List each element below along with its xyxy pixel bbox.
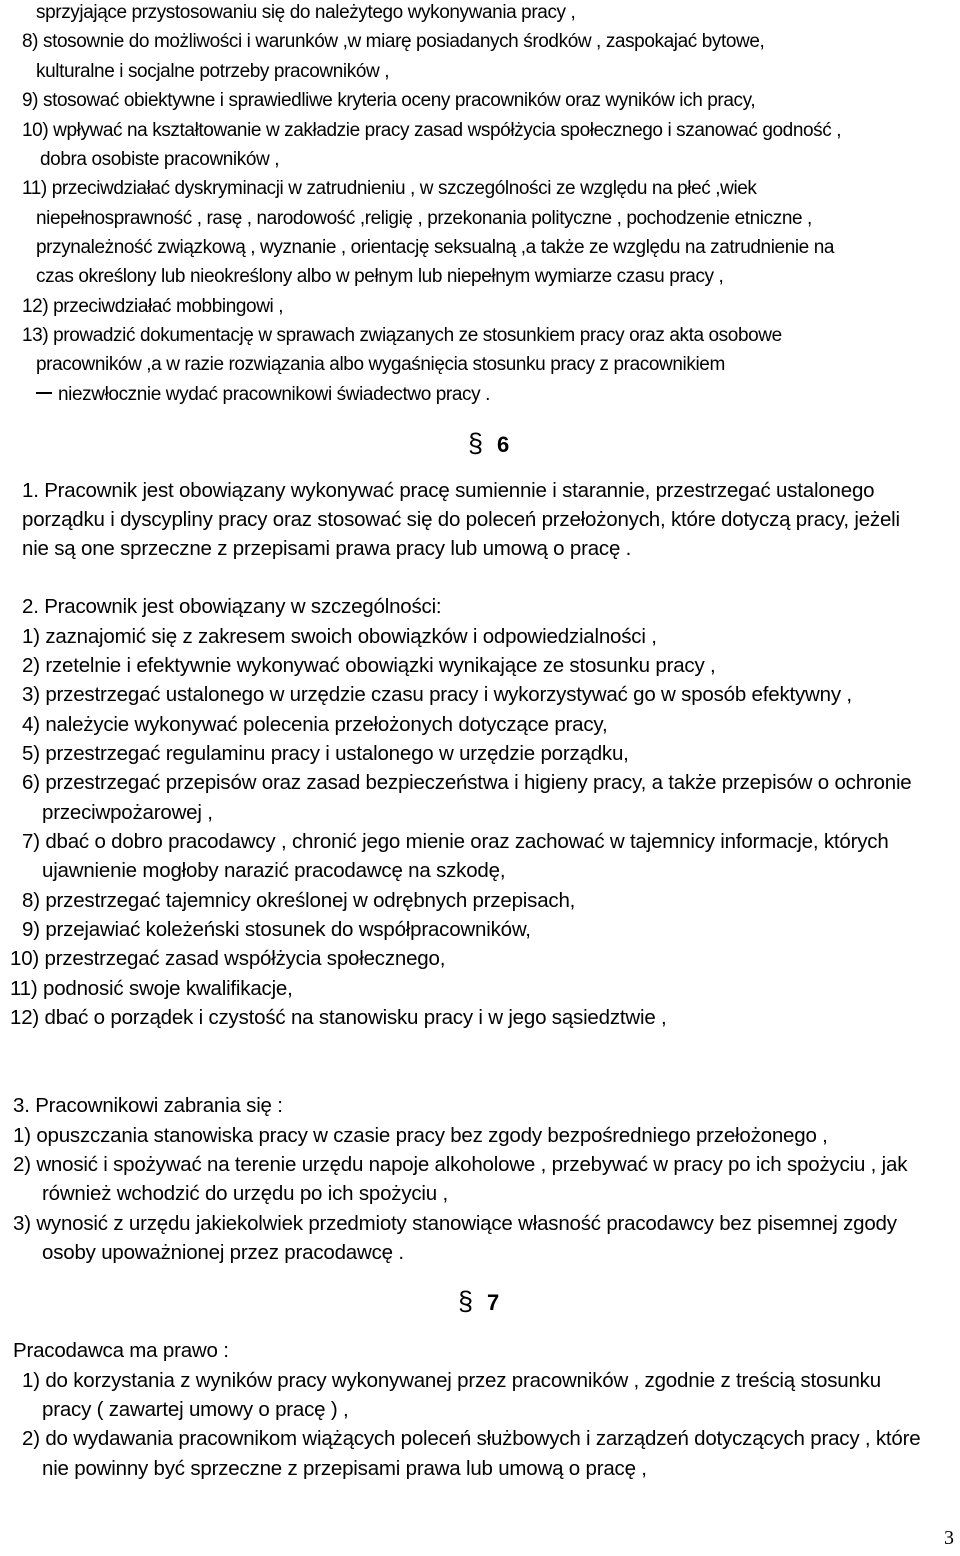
text-line: porządku i dyscypliny pracy oraz stosować się do poleceń przełożonych, które dotyczą pracy, jeżeli xyxy=(22,508,900,531)
list-item-10: 10) wpływać na kształtowanie w zakładzie pracy zasad współżycia społecznego i szanować godność , xyxy=(22,120,842,141)
page-number: 3 xyxy=(944,1527,954,1549)
list-item: 1) zaznajomić się z zakresem swoich obowiązków i odpowiedzialności , xyxy=(22,625,657,648)
list-item: 2) wnosić i spożywać na terenie urzędu napoje alkoholowe , przebywać w pracy po ich spożyciu , jak xyxy=(13,1153,908,1176)
list-item: 9) przejawiać koleżeński stosunek do współpracowników, xyxy=(22,918,531,941)
list-item: 3) wynosić z urzędu jakiekolwiek przedmioty stanowiące własność pracodawcy bez pisemnej zgody xyxy=(13,1212,897,1235)
text-line: również wchodzić do urzędu po ich spożyciu , xyxy=(42,1182,448,1205)
list-item-13: 13) prowadzić dokumentację w sprawach związanych ze stosunkiem pracy oraz akta osobowe xyxy=(22,325,782,346)
list-item-8: 8) stosownie do możliwości i warunków ,w miarę posiadanych środków , zaspokajać bytowe, xyxy=(22,31,765,52)
text-line: czas określony lub nieokreślony albo w pełnym lub niepełnym wymiarze czasu pracy , xyxy=(36,266,724,287)
text-line: Pracodawca ma prawo : xyxy=(13,1339,229,1362)
text-line: dobra osobiste pracowników , xyxy=(40,149,280,170)
text-line: 1. Pracownik jest obowiązany wykonywać pracę sumiennie i starannie, przestrzegać ustalonego xyxy=(22,479,875,502)
text-line: 3. Pracownikowi zabrania się : xyxy=(13,1094,283,1117)
list-item-9: 9) stosować obiektywne i sprawiedliwe kryteria oceny pracowników oraz wyników ich pracy, xyxy=(22,90,756,111)
text-line: 2. Pracownik jest obowiązany w szczególności: xyxy=(22,595,442,618)
text-line: niepełnosprawność , rasę , narodowość ,religię , przekonania polityczne , pochodzenie etniczne , xyxy=(36,208,812,229)
text-line: kulturalne i socjalne potrzeby pracowników , xyxy=(36,61,390,82)
paragraph-heading-6: § 6 xyxy=(468,428,510,458)
list-item-11: 11) przeciwdziałać dyskryminacji w zatrudnieniu , w szczególności ze względu na płeć ,wiek xyxy=(22,178,757,199)
list-item: 10) przestrzegać zasad współżycia społecznego, xyxy=(10,947,446,970)
list-item: 3) przestrzegać ustalonego w urzędzie czasu pracy i wykorzystywać go w sposób efektywny , xyxy=(22,683,852,706)
section-sign-icon: § xyxy=(458,1286,474,1316)
text-line: osoby upoważnionej przez pracodawcę . xyxy=(42,1241,404,1264)
list-item: 2) rzetelnie i efektywnie wykonywać obowiązki wynikające ze stosunku pracy , xyxy=(22,654,716,677)
text-line: pracowników ,a w razie rozwiązania albo wygaśnięcia stosunku pracy z pracownikiem xyxy=(36,354,725,375)
text-line: nie powinny być sprzeczne z przepisami prawa lub umową o pracę , xyxy=(42,1457,647,1480)
text-line: pracy ( zawartej umowy o pracę ) , xyxy=(42,1398,349,1421)
dash-mark xyxy=(36,392,52,394)
list-item: 8) przestrzegać tajemnicy określonej w odrębnych przepisach, xyxy=(22,889,576,912)
section-sign-icon: § xyxy=(468,428,484,458)
text-line: przynależność związkową , wyznanie , orientację seksualną ,a także ze względu na zatrudnienie na xyxy=(36,237,835,258)
text-line: nie są one sprzeczne z przepisami prawa pracy lub umową o pracę . xyxy=(22,537,632,560)
paragraph-heading-7: § 7 xyxy=(458,1286,500,1316)
list-item: 11) podnosić swoje kwalifikacje, xyxy=(10,977,293,1000)
list-item: 2) do wydawania pracownikom wiążących poleceń służbowych i zarządzeń dotyczących pracy , które xyxy=(22,1427,921,1450)
list-item: 12) dbać o porządek i czystość na stanowisku pracy i w jego sąsiedztwie , xyxy=(10,1006,667,1029)
list-item: 6) przestrzegać przepisów oraz zasad bezpieczeństwa i higieny pracy, a także przepisów o ochronie xyxy=(22,771,912,794)
list-item: 1) do korzystania z wyników pracy wykonywanej przez pracowników , zgodnie z treścią stosunku xyxy=(22,1369,881,1392)
list-item: 4) należycie wykonywać polecenia przełożonych dotyczące pracy, xyxy=(22,713,608,736)
list-item-12: 12) przeciwdziałać mobbingowi , xyxy=(22,296,284,317)
text-line: sprzyjające przystosowaniu się do należytego wykonywania pracy , xyxy=(36,2,576,23)
list-item: 1) opuszczania stanowiska pracy w czasie pracy bez zgody bezpośredniego przełożonego , xyxy=(13,1124,828,1147)
text-line: ujawnienie mogłoby narazić pracodawcę na szkodę, xyxy=(42,859,506,882)
list-item: 5) przestrzegać regulaminu pracy i ustalonego w urzędzie porządku, xyxy=(22,742,629,765)
text-line: niezwłocznie wydać pracownikowi świadectwo pracy . xyxy=(36,384,490,406)
text-line: przeciwpożarowej , xyxy=(42,801,213,824)
list-item: 7) dbać o dobro pracodawcy , chronić jego mienie oraz zachować w tajemnicy informacje, których xyxy=(22,830,889,853)
